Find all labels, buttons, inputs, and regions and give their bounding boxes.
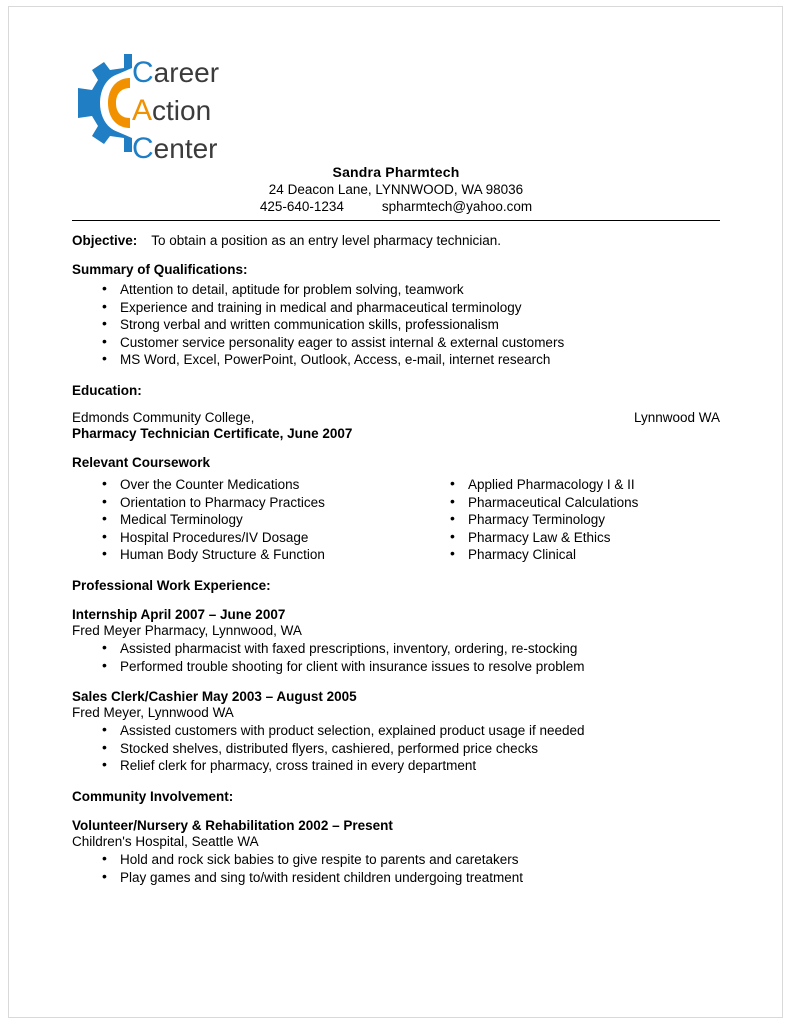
- logo-line-center: [132, 130, 219, 168]
- objective-text: To obtain a position as an entry level pharmacy technician.: [151, 233, 501, 248]
- gear-icon: [74, 48, 136, 158]
- logo-line-action: [132, 92, 219, 130]
- list-item: • Pharmacy Clinical: [420, 546, 720, 564]
- candidate-address: 24 Deacon Lane, LYNNWOOD, WA 98036: [268, 182, 524, 197]
- job-employer: Fred Meyer, Lynnwood WA: [72, 705, 234, 721]
- list-item: • Assisted pharmacist with faxed prescriptions, inventory, ordering, re-stocking: [72, 640, 720, 658]
- list-item: • Hold and rock sick babies to give respite to parents and caretakers: [72, 851, 720, 869]
- list-item: • Pharmacy Law & Ethics: [420, 529, 720, 547]
- logo-word-action: ction: [152, 95, 212, 126]
- coursework-right-list: [420, 476, 720, 564]
- community-bullets: [72, 851, 720, 886]
- coursework-left-list: [72, 476, 420, 564]
- candidate-name: Sandra Pharmtech: [332, 164, 460, 180]
- career-action-center-logo: [74, 40, 374, 165]
- candidate-contact: [72, 199, 720, 214]
- resume-content: [72, 40, 720, 886]
- logo-word-career: areer: [153, 57, 220, 88]
- list-item: • Relief clerk for pharmacy, cross trained in every department: [72, 757, 720, 775]
- candidate-phone: 425-640-1234: [259, 199, 344, 214]
- list-item: • Hospital Procedures/IV Dosage: [72, 529, 420, 547]
- job-employer: Fred Meyer Pharmacy, Lynnwood, WA: [72, 622, 302, 638]
- logo-word-center: enter: [153, 133, 218, 164]
- list-item: • Stocked shelves, distributed flyers, cashiered, performed price checks: [72, 740, 720, 758]
- list-item: • Human Body Structure & Function: [72, 546, 420, 564]
- education-certificate: Pharmacy Technician Certificate, June 2007: [72, 425, 353, 441]
- objective-label: Objective:: [72, 233, 138, 248]
- list-item: • Orientation to Pharmacy Practices: [72, 494, 420, 512]
- list-item: • Pharmaceutical Calculations: [420, 494, 720, 512]
- logo-wordmark: [132, 54, 219, 168]
- coursework-columns: [72, 474, 720, 564]
- list-item: • Attention to detail, aptitude for problem solving, teamwork: [72, 281, 720, 299]
- education-location: Lynnwood WA: [633, 409, 720, 425]
- list-item: • Assisted customers with product selection, explained product usage if needed: [72, 722, 720, 740]
- job-bullets: [72, 640, 720, 675]
- header-divider: [72, 220, 720, 221]
- list-item: • Experience and training in medical and pharmaceutical terminology: [72, 299, 720, 317]
- coursework-left-column: [72, 474, 420, 564]
- list-item: • Applied Pharmacology I & II: [420, 476, 720, 494]
- summary-heading: Summary of Qualifications:: [72, 262, 248, 277]
- logo-letter-a: A: [132, 94, 153, 127]
- resume-header: [72, 164, 720, 214]
- list-item: • Medical Terminology: [72, 511, 420, 529]
- coursework-heading: Relevant Coursework: [72, 454, 211, 470]
- job-bullets: [72, 722, 720, 775]
- list-item: • Customer service personality eager to assist internal & external customers: [72, 334, 720, 352]
- community-organization: Children's Hospital, Seattle WA: [72, 833, 259, 849]
- list-item: • Play games and sing to/with resident children undergoing treatment: [72, 869, 720, 887]
- job-title: Internship April 2007 – June 2007: [72, 606, 286, 622]
- coursework-right-column: [420, 474, 720, 564]
- logo-line-career: [132, 54, 219, 92]
- job-title: Sales Clerk/Cashier May 2003 – August 2005: [72, 689, 357, 705]
- candidate-email: spharmtech@yahoo.com: [381, 199, 533, 214]
- summary-list: [72, 281, 720, 369]
- education-heading: Education:: [72, 382, 142, 398]
- list-item: • MS Word, Excel, PowerPoint, Outlook, Access, e-mail, internet research: [72, 351, 720, 369]
- logo-letter-c1: C: [132, 56, 154, 89]
- objective-row: [72, 233, 720, 248]
- list-item: • Pharmacy Terminology: [420, 511, 720, 529]
- education-school: Edmonds Community College,: [72, 409, 255, 425]
- list-item: • Strong verbal and written communication skills, professionalism: [72, 316, 720, 334]
- community-heading: Community Involvement:: [72, 788, 234, 804]
- experience-heading: Professional Work Experience:: [72, 577, 271, 593]
- education-school-row: [72, 410, 720, 425]
- list-item: • Over the Counter Medications: [72, 476, 420, 494]
- community-role-title: Volunteer/Nursery & Rehabilitation 2002 – Present: [72, 817, 393, 833]
- list-item: • Performed trouble shooting for client with insurance issues to resolve problem: [72, 658, 720, 676]
- logo-letter-c2: C: [132, 132, 154, 165]
